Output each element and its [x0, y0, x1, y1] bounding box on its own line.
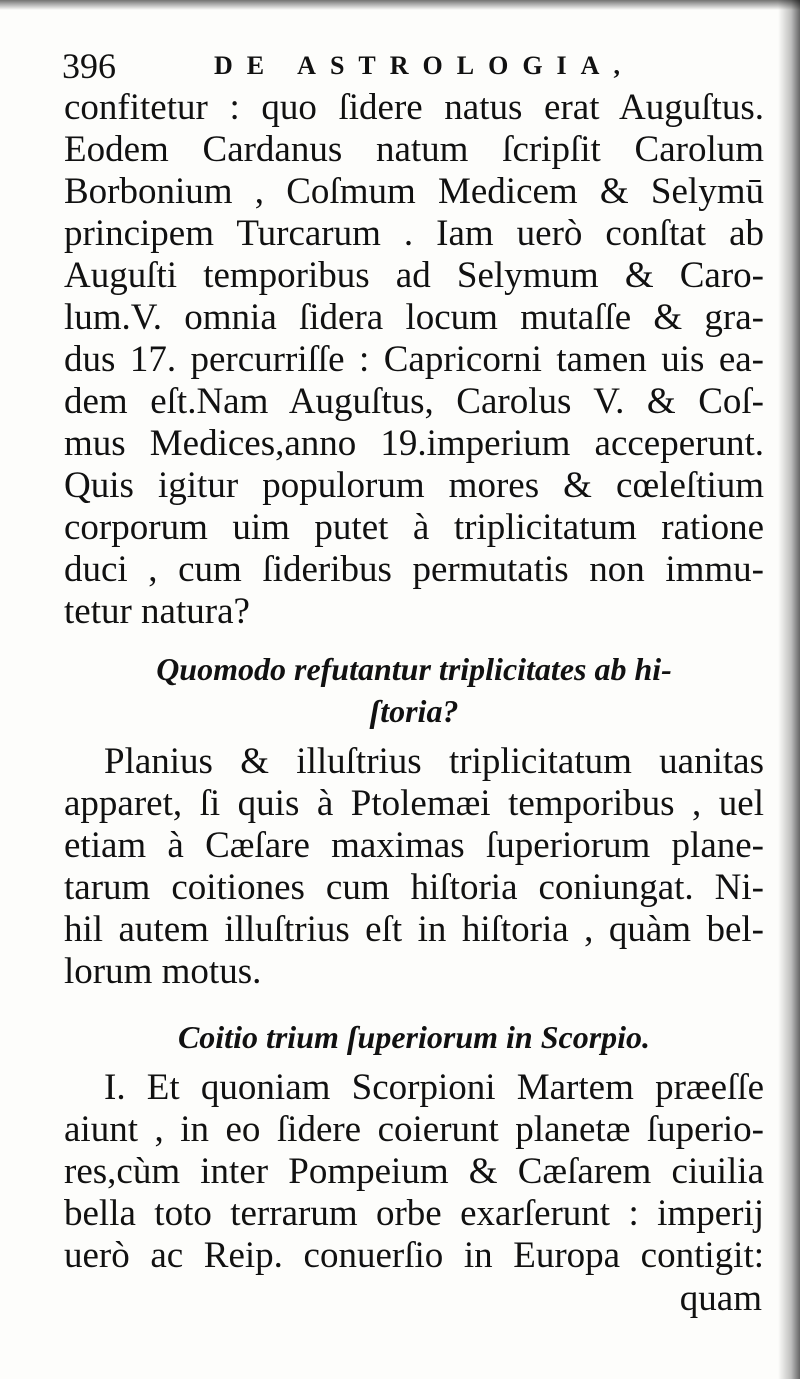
section-heading-1 — [64, 648, 764, 732]
heading-line: ſtoria? — [369, 693, 459, 729]
page-number: 396 — [62, 46, 116, 86]
text-line: hil autem illuſtrius eſt in hiſtoria , quàm bel- — [64, 909, 764, 950]
text-line: Planius & illuſtrius triplicitatum uanitas — [104, 741, 764, 782]
text-line: res,cùm inter Pompeium & Cæſarem ciuilia — [64, 1151, 764, 1192]
text-line: confitetur : quo ſidere natus erat Auguſtus. — [64, 87, 764, 128]
text-line: Borbonium , Coſmum Medicem & Selymū — [64, 171, 764, 212]
text-line: mus Medices,anno 19.imperium acceperunt. — [64, 423, 764, 464]
text-line: dus 17. percurriſſe : Capricorni tamen uis ea- — [64, 339, 764, 380]
text-line: uerò ac Reip. conuerſio in Europa contigit: — [64, 1235, 764, 1276]
text-line: Auguſti temporibus ad Selymum & Caro- — [64, 255, 764, 296]
text-line: Eodem Cardanus natum ſcripſit Carolum — [64, 129, 764, 170]
page-top-shadow — [0, 0, 800, 10]
text-line: apparet, ſi quis à Ptolemæi temporibus , uel — [64, 783, 764, 824]
text-line: tetur natura? — [64, 591, 250, 632]
page-gutter-shadow — [778, 0, 800, 1379]
section-heading-2: Coitio trium ſuperiorum in Scorpio. — [177, 1019, 651, 1055]
text-line: dem eſt.Nam Auguſtus, Carolus V. & Coſ- — [64, 381, 764, 422]
text-line: I. Et quoniam Scorpioni Martem præeſſe — [104, 1067, 764, 1108]
text-line: lorum motus. — [64, 951, 262, 992]
page-header — [62, 42, 762, 90]
paragraph-1 — [64, 87, 764, 633]
text-line: aiunt , in eo ſidere coierunt planetæ ſuperio- — [64, 1109, 764, 1150]
text-line: bella toto terrarum orbe exarſerunt : imperij — [64, 1193, 764, 1234]
paragraph-2 — [64, 741, 764, 993]
text-line: principem Turcarum . Iam uerò conſtat ab — [64, 213, 764, 254]
text-line: tarum coitiones cum hiſtoria coniungat. Ni- — [64, 867, 764, 908]
text-line: Quis igitur populorum mores & cœleſtium — [64, 465, 764, 506]
running-head: DE ASTROLOGIA, — [214, 51, 634, 80]
paragraph-3 — [64, 1067, 764, 1277]
text-line: corporum uim putet à triplicitatum ratione — [64, 507, 764, 548]
text-line: duci , cum ſideribus permutatis non immu- — [64, 549, 764, 590]
catchword: quam — [679, 1278, 762, 1319]
heading-line: Quomodo refutantur triplicitates ab hi- — [156, 651, 672, 687]
text-line: etiam à Cæſare maximas ſuperiorum plane- — [64, 825, 764, 866]
text-line: lum.V. omnia ſidera locum mutaſſe & gra- — [64, 297, 764, 338]
